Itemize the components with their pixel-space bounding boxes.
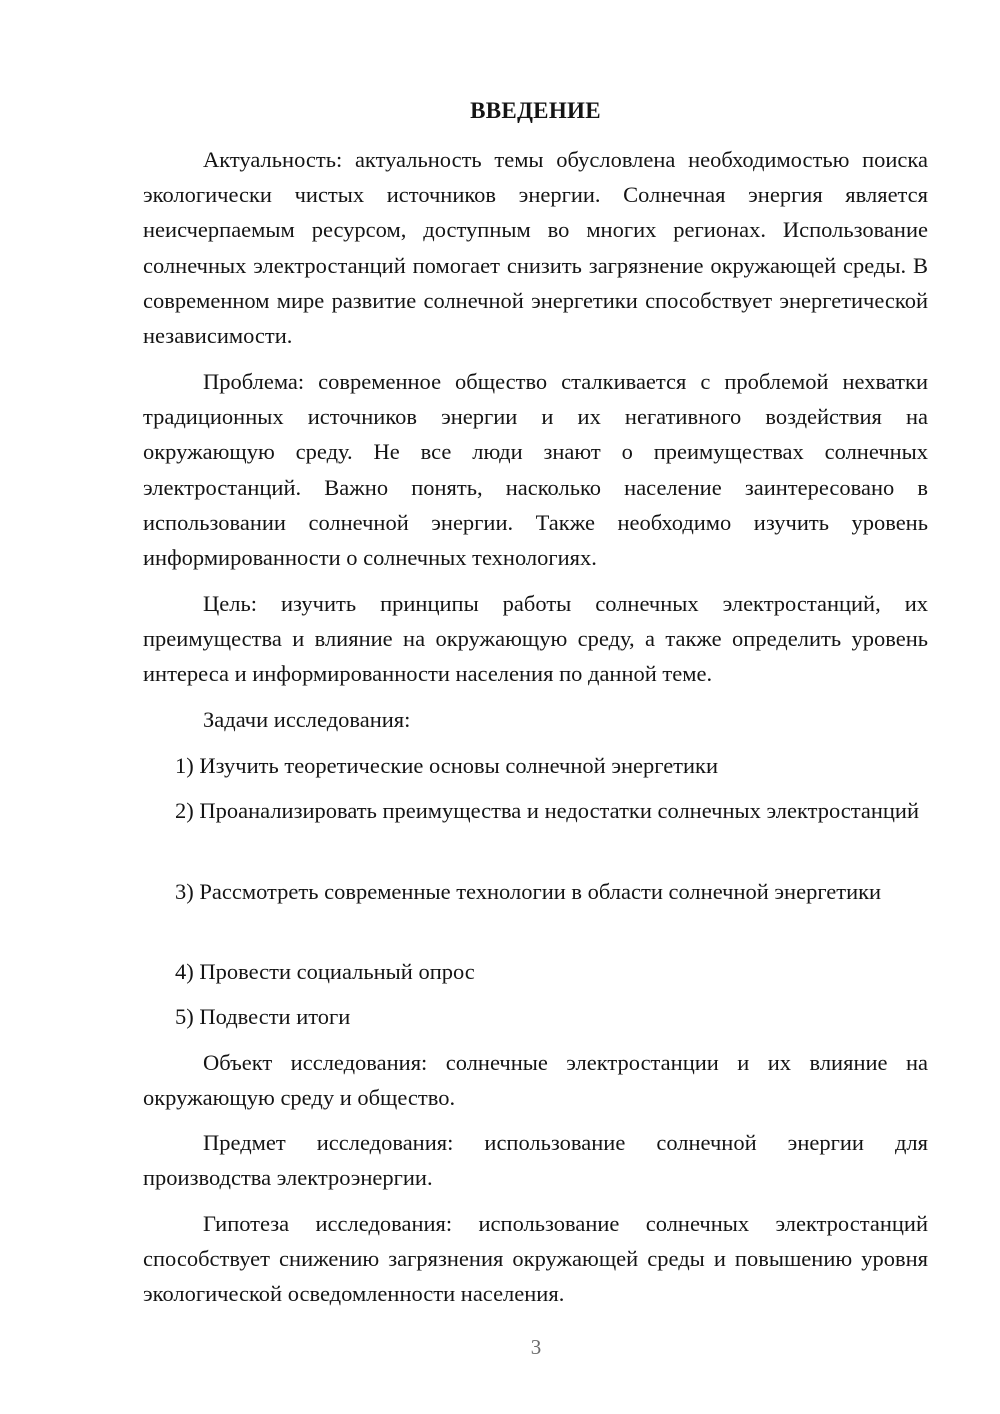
- paragraph-object: Объект исследования: солнечные электростанции и их влияние на окружающую среду и общество.: [143, 1050, 928, 1111]
- page-title: ВВЕДЕНИЕ: [470, 98, 601, 123]
- paragraph-goal: Цель: изучить принципы работы солнечных электростанций, их преимущества и влияние на окружающую среду, а также определить уровень интереса и информированности населения по данной теме.: [143, 591, 928, 687]
- task-item: 2) Проанализировать преимущества и недостатки солнечных электростанций: [175, 798, 919, 823]
- page-number: 3: [530, 1335, 542, 1359]
- paragraph-subject: Предмет исследования: использование солнечной энергии для производства электроэнергии.: [143, 1130, 928, 1191]
- task-item: 4) Провести социальный опрос: [175, 959, 475, 984]
- task-item: 3) Рассмотреть современные технологии в области солнечной энергетики: [175, 879, 882, 904]
- paragraph-relevance: Актуальность: актуальность темы обусловлена необходимостью поиска экологически чистых источников энергии. Солнечная энергия является неисчерпаемым ресурсом, доступным во многих регионах. Использование солнечных электростанций помогает снизить загрязнение окружающей среды. В современном мире развитие солнечной энергетики способствует энергетической независимости.: [143, 147, 928, 349]
- task-item: 1) Изучить теоретические основы солнечной энергетики: [175, 753, 719, 778]
- paragraph-problem: Проблема: современное общество сталкивается с проблемой нехватки традиционных источников энергии и их негативного воздействия на окружающую среду. Не все люди знают о преимуществах солнечных электростанций. Важно понять, насколько население заинтересовано в использовании солнечной энергии. Также необходимо изучить уровень информированности о солнечных технологиях.: [143, 369, 928, 571]
- task-item: 5) Подвести итоги: [175, 1004, 351, 1029]
- tasks-heading: Задачи исследования:: [203, 707, 411, 732]
- paragraph-hypothesis: Гипотеза исследования: использование солнечных электростанций способствует снижению загрязнения окружающей среды и повышению уровня экологической осведомленности населения.: [143, 1211, 928, 1307]
